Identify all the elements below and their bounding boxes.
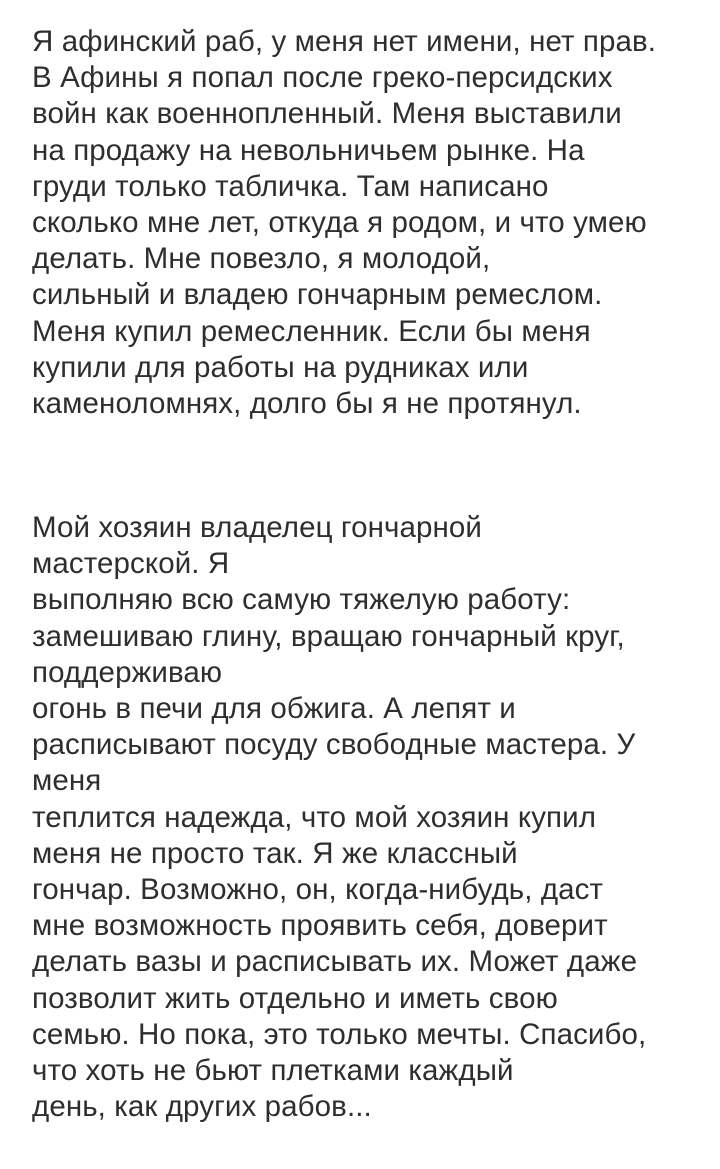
text-line: меня не просто так. Я же классный (32, 836, 518, 870)
text-line: Меня купил ремесленник. Если бы меня (32, 314, 591, 348)
text-line: Я афинский раб, у меня нет имени, нет прав. (32, 25, 657, 58)
text-line: семью. Но пока, это только мечты. Спасибо, (32, 1017, 647, 1051)
text-line: груди только табличка. Там написано (32, 169, 549, 203)
text-line: гончар. Возможно, он, когда-нибудь, даст (32, 873, 604, 907)
text-line: позволит жить отдельно и иметь свою (32, 981, 558, 1015)
text-line: огонь в печи для обжига. А лепят и (32, 692, 516, 726)
paragraph-2 (32, 510, 646, 1125)
text-line: войн как военнопленный. Меня выставили (32, 97, 622, 131)
text-line: купили для работы на рудниках или (32, 350, 529, 384)
text-line: на продажу на невольничьем рынке. На (32, 133, 585, 167)
text-line: сколько мне лет, откуда я родом, и что умею (32, 206, 647, 240)
text-line: мастерской. Я (32, 547, 230, 581)
text-line: делать вазы и расписывать их. Может даже (32, 945, 638, 979)
paragraph-1 (32, 24, 656, 422)
text-line: день, как других рабов... (32, 1090, 372, 1124)
text-line: теплится надежда, что мой хозяин купил (32, 800, 597, 834)
text-line: что хоть не бьют плетками каждый (32, 1054, 514, 1088)
text-line: замешиваю глину, вращаю гончарный круг, (32, 619, 625, 653)
text-line: сильный и владею гончарным ремеслом. (32, 278, 603, 312)
text-line: поддерживаю (32, 655, 223, 689)
text-line: меня (32, 764, 102, 798)
text-line: выполняю всю самую тяжелую работу: (32, 583, 571, 617)
text-line: мне возможность проявить себя, доверит (32, 909, 608, 943)
text-line: Мой хозяин владелец гончарной (32, 511, 482, 544)
text-line: каменоломнях, долго бы я не протянул. (32, 387, 582, 421)
text-line: делать. Мне повезло, я молодой, (32, 242, 491, 276)
text-line: расписывают посуду свободные мастера. У (32, 728, 636, 762)
text-line: В Афины я попал после греко-персидских (32, 61, 613, 95)
